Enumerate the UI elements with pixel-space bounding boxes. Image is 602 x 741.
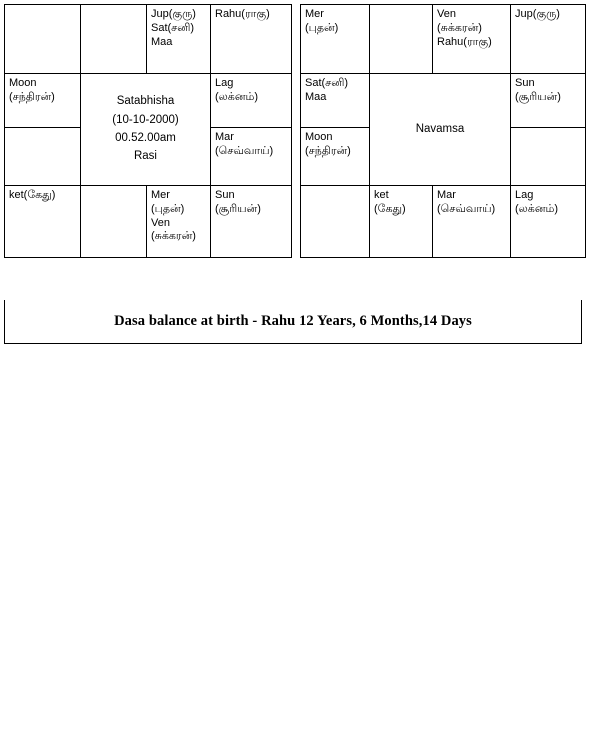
chart-name: Navamsa [415, 122, 465, 135]
table-row [301, 74, 586, 128]
rasi-cell-r2c1[interactable] [5, 74, 81, 128]
planet-label: (சந்திரன்) [9, 90, 55, 103]
dasa-balance-text: Dasa balance at birth - Rahu 12 Years, 6 Months,14 Days [114, 313, 472, 329]
rasi-cell-r1c2[interactable] [81, 5, 147, 74]
planet-label: ket(கேது) [9, 189, 56, 201]
planet-label: (புதன்) [305, 21, 339, 34]
birth-date: (10-10-2000) [112, 113, 179, 126]
dasa-balance-bar [4, 300, 582, 344]
planet-label: Sat(சனி) [305, 77, 349, 89]
rasi-cell-r3c1[interactable] [5, 128, 81, 186]
rasi-cell-r4c1[interactable] [5, 186, 81, 258]
table-row [301, 5, 586, 74]
planet-label: Maa [305, 90, 327, 103]
table-row [5, 5, 292, 74]
planet-label: Mer [305, 8, 324, 20]
planet-label: (செவ்வாய்) [215, 144, 274, 157]
planet-label: Sun [515, 77, 535, 89]
navamsa-cell-r2c4[interactable] [511, 74, 586, 128]
rasi-cell-r1c3[interactable] [147, 5, 211, 74]
planet-label: (சுக்கரன்) [151, 230, 196, 243]
planet-label: Sat(சனி) [151, 21, 195, 34]
planet-label: (செவ்வாய்) [437, 202, 496, 215]
navamsa-cell-r1c3[interactable] [433, 5, 511, 74]
planet-label: ket [374, 189, 389, 201]
planet-label: Mar [437, 189, 456, 201]
rasi-cell-r4c2[interactable] [81, 186, 147, 258]
navamsa-cell-r2c1[interactable] [301, 74, 370, 128]
planet-label: Lag [515, 189, 534, 201]
navamsa-cell-r3c4[interactable] [511, 128, 586, 186]
birth-time: 00.52.00am [115, 132, 176, 144]
navamsa-cell-r4c2[interactable] [370, 186, 433, 258]
rasi-cell-r1c1[interactable] [5, 5, 81, 74]
planet-label: Moon [305, 131, 333, 143]
birth-star: Satabhisha [116, 95, 175, 108]
navamsa-cell-r1c4[interactable] [511, 5, 586, 74]
rasi-chart [4, 4, 292, 258]
planet-label: (சூரியன்) [515, 90, 561, 103]
planet-label: Lag [215, 77, 234, 89]
chart-name: Rasi [133, 150, 157, 163]
planet-label: (சுக்கரன்) [437, 21, 482, 34]
navamsa-cell-r4c3[interactable] [433, 186, 511, 258]
navamsa-chart [300, 4, 586, 258]
navamsa-cell-r1c1[interactable] [301, 5, 370, 74]
planet-label: Ven [437, 8, 456, 20]
navamsa-center-info [370, 74, 511, 186]
navamsa-cell-r4c4[interactable] [511, 186, 586, 258]
planet-label: Mer [151, 189, 170, 201]
rasi-cell-r1c4[interactable] [211, 5, 292, 74]
table-row [301, 186, 586, 258]
rasi-cell-r4c4[interactable] [211, 186, 292, 258]
rasi-cell-r3c4[interactable] [211, 128, 292, 186]
planet-label: Rahu(ராகு) [437, 35, 492, 48]
planet-label: Jup(குரு) [151, 8, 196, 20]
planet-label: Rahu(ராகு) [215, 8, 270, 20]
planet-label: Jup(குரு) [515, 8, 560, 20]
navamsa-cell-r4c1[interactable] [301, 186, 370, 258]
planet-label: Moon [9, 77, 37, 89]
table-row [5, 74, 292, 128]
rasi-cell-r2c4[interactable] [211, 74, 292, 128]
planet-label: (லக்னம்) [215, 90, 259, 103]
navamsa-cell-r3c1[interactable] [301, 128, 370, 186]
rasi-center-info [81, 74, 211, 186]
rasi-cell-r4c3[interactable] [147, 186, 211, 258]
planet-label: Ven [151, 216, 170, 229]
charts-row [4, 4, 584, 258]
planet-label: Sun [215, 189, 235, 201]
navamsa-cell-r1c2[interactable] [370, 5, 433, 74]
planet-label: Mar [215, 131, 234, 143]
table-row [5, 186, 292, 258]
planet-label: (லக்னம்) [515, 202, 559, 215]
planet-label: (புதன்) [151, 202, 185, 215]
planet-label: Maa [151, 35, 173, 48]
planet-label: (சூரியன்) [215, 202, 261, 215]
planet-label: (கேது) [374, 202, 406, 215]
planet-label: (சந்திரன்) [305, 144, 351, 157]
